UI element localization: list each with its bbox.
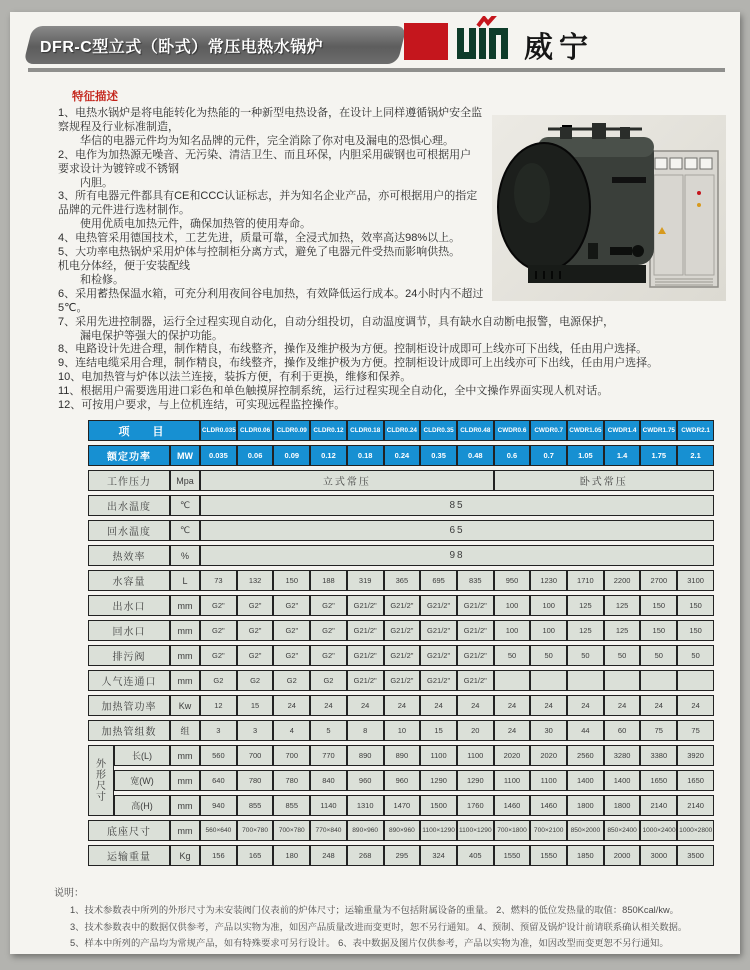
- table-cell: 立式常压: [200, 470, 494, 491]
- table-cell: 165: [237, 845, 274, 866]
- feature-line: 5、大功率电热锅炉采用炉体与控制柜分离方式，避免了电器元件受热而影响供热。: [58, 246, 461, 259]
- row-unit: mm: [170, 670, 200, 691]
- table-cell: G21/2": [384, 645, 421, 666]
- row-label: 工作压力: [88, 470, 170, 491]
- row-unit: mm: [170, 645, 200, 666]
- table-cell: 1230: [530, 570, 567, 591]
- row-label: 宽(W): [114, 770, 170, 791]
- table-cell: 324: [420, 845, 457, 866]
- table-row: [88, 595, 714, 616]
- table-cell: 2000: [604, 845, 641, 866]
- table-cell: G2": [200, 595, 237, 616]
- model-header-cell: CLDR0.09: [273, 420, 310, 441]
- table-cell: 150: [677, 595, 714, 616]
- row-unit: mm: [170, 795, 200, 816]
- table-cell: 2020: [530, 745, 567, 766]
- model-header-cell: CLDR0.035: [200, 420, 237, 441]
- table-cell: 100: [494, 595, 531, 616]
- table-cell: 1100: [530, 770, 567, 791]
- table-cell: G21/2": [347, 670, 384, 691]
- table-cell: 3380: [640, 745, 677, 766]
- table-cell: 1460: [530, 795, 567, 816]
- table-cell: 295: [384, 845, 421, 866]
- table-cell: 180: [273, 845, 310, 866]
- table-cell: G2: [310, 670, 347, 691]
- table-row: [88, 495, 714, 516]
- table-cell: 15: [420, 720, 457, 741]
- table-row: [88, 695, 714, 716]
- table-cell: 30: [530, 720, 567, 741]
- table-cell: 700×780: [273, 820, 310, 841]
- spec-table-body: [88, 420, 714, 866]
- feature-line: 1、电热水锅炉是将电能转化为热能的一种新型电热设备，在设计上同样遵循锅炉安全监察规程及行业标准制造，: [58, 107, 483, 133]
- table-cell: 24: [420, 695, 457, 716]
- table-cell: G21/2": [420, 595, 457, 616]
- table-cell: 8: [347, 720, 384, 741]
- table-cell: 268: [347, 845, 384, 866]
- row-unit: 组: [170, 720, 200, 741]
- feature-line: 漏电保护等强大的保护功能。: [80, 329, 223, 342]
- page-title: DFR-C型立式（卧式）常压电热水锅炉: [40, 39, 324, 56]
- table-cell: [530, 670, 567, 691]
- table-cell: 1140: [310, 795, 347, 816]
- table-cell: 3000: [640, 845, 677, 866]
- table-cell: 770×840: [310, 820, 347, 841]
- table-cell: G2": [200, 645, 237, 666]
- table-cell: 12: [200, 695, 237, 716]
- row-unit: mm: [170, 770, 200, 791]
- table-cell: 75: [640, 720, 677, 741]
- table-cell: 24: [347, 695, 384, 716]
- table-cell: 150: [640, 620, 677, 641]
- table-cell: 2.1: [677, 445, 714, 466]
- table-cell: 20: [457, 720, 494, 741]
- feature-line: 品牌的元件进行选材制作。: [58, 204, 190, 217]
- notes-section: [54, 884, 724, 952]
- model-header-cell: CWDR0.7: [530, 420, 567, 441]
- table-header-label: 项 目: [88, 420, 200, 441]
- table-cell: 960: [347, 770, 384, 791]
- table-cell: 700: [273, 745, 310, 766]
- features-heading: 特征描述: [72, 91, 118, 103]
- row-label: 水容量: [88, 570, 170, 591]
- row-unit: mm: [170, 620, 200, 641]
- model-header-cell: CWDR1.4: [604, 420, 641, 441]
- table-cell: 125: [604, 595, 641, 616]
- table-cell: 卧式常压: [494, 470, 714, 491]
- table-cell: 1.05: [567, 445, 604, 466]
- feature-line: 6、采用蓄热保温水箱，可充分利用夜间谷电加热，有效降低运行成本。24小时内不超过5℃。: [58, 287, 484, 314]
- table-row: [88, 445, 714, 466]
- feature-line: 12、可按用户要求，与上位机连结，可实现远程监控操作。: [58, 399, 346, 412]
- table-cell: 1460: [494, 795, 531, 816]
- feature-line: 4、电热管采用德国技术，工艺先进，质量可靠，全浸式加热，效率高达98%以上。: [58, 232, 461, 245]
- table-row: [88, 845, 714, 866]
- feature-line: 11、根据用户需要选用进口彩色和单色触摸屏控制系统，运行过程实现全自动化，全中文操作界面实现人机对话。: [58, 385, 609, 398]
- table-cell: 1000×2400: [640, 820, 677, 841]
- table-cell: 640: [200, 770, 237, 791]
- table-cell: 3280: [604, 745, 641, 766]
- feature-line: 要求设计为镀锌或不锈钢: [58, 162, 179, 175]
- table-cell: 405: [457, 845, 494, 866]
- table-cell: G2": [273, 620, 310, 641]
- table-cell: G21/2": [457, 620, 494, 641]
- table-cell: 1400: [604, 770, 641, 791]
- table-cell: G21/2": [420, 620, 457, 641]
- table-cell: 125: [567, 595, 604, 616]
- table-cell: 100: [530, 620, 567, 641]
- table-cell: 125: [567, 620, 604, 641]
- table-cell: 1100×1290: [420, 820, 457, 841]
- table-cell: 100: [530, 595, 567, 616]
- table-cell: 0.24: [384, 445, 421, 466]
- table-cell: 840: [310, 770, 347, 791]
- table-cell: 3920: [677, 745, 714, 766]
- table-cell: 0.48: [457, 445, 494, 466]
- feature-line: 和检修。: [80, 273, 124, 286]
- table-cell: 890: [347, 745, 384, 766]
- table-cell: 835: [457, 570, 494, 591]
- red-accent-square: [404, 23, 448, 60]
- table-cell: G21/2": [384, 595, 421, 616]
- table-cell: G21/2": [347, 620, 384, 641]
- table-row: [88, 670, 714, 691]
- note-line: 3、技术参数表中的数据仅供参考，产品以实物为准，如因产品质量改进而变更时，恕不另行通知。 4、预制、预留及锅炉设计前请联系确认相关数据。: [70, 921, 688, 932]
- table-cell: 1550: [530, 845, 567, 866]
- table-row: [88, 570, 714, 591]
- table-cell: 0.6: [494, 445, 531, 466]
- table-cell: 700×780: [237, 820, 274, 841]
- table-cell: 319: [347, 570, 384, 591]
- table-cell: 85: [200, 495, 714, 516]
- model-header-cell: CWDR1.75: [640, 420, 677, 441]
- table-cell: 890×960: [384, 820, 421, 841]
- table-cell: 24: [530, 695, 567, 716]
- feature-line: 内胆。: [80, 176, 113, 189]
- table-cell: 24: [494, 695, 531, 716]
- feature-line: 2、电作为加热源无噪音、无污染、清洁卫生、而且环保，内胆采用碳钢也可根据用户: [58, 148, 472, 161]
- table-row: [88, 645, 714, 666]
- table-cell: G2": [310, 620, 347, 641]
- model-header-cell: CWDR2.1: [677, 420, 714, 441]
- table-cell: 150: [677, 620, 714, 641]
- row-unit: mm: [170, 595, 200, 616]
- table-cell: G21/2": [347, 595, 384, 616]
- table-cell: 700×1800: [494, 820, 531, 841]
- table-cell: 1800: [567, 795, 604, 816]
- table-cell: [640, 670, 677, 691]
- table-cell: G21/2": [347, 645, 384, 666]
- control-cabinet: [650, 151, 718, 287]
- table-cell: 0.035: [200, 445, 237, 466]
- table-cell: 1100×1290: [457, 820, 494, 841]
- table-cell: [494, 670, 531, 691]
- table-cell: 15: [237, 695, 274, 716]
- row-label: 出水温度: [88, 495, 170, 516]
- table-cell: 132: [237, 570, 274, 591]
- row-unit: Kg: [170, 845, 200, 866]
- model-header-cell: CLDR0.06: [237, 420, 274, 441]
- table-cell: 248: [310, 845, 347, 866]
- table-cell: G2: [200, 670, 237, 691]
- row-label: 回水温度: [88, 520, 170, 541]
- table-cell: G21/2": [457, 645, 494, 666]
- row-label: 加热管组数: [88, 720, 170, 741]
- table-cell: [567, 670, 604, 691]
- table-cell: 1400: [567, 770, 604, 791]
- table-row: [88, 795, 714, 816]
- table-cell: G21/2": [420, 670, 457, 691]
- table-row: [88, 620, 714, 641]
- note-line: 1、技术参数表中所列的外形尺寸为未安装阀门仪表前的炉体尺寸；运输重量为不包括附属设备的重量。 2、燃料的低位发热量的取值：850Kcal/kw。: [70, 905, 679, 915]
- table-cell: 73: [200, 570, 237, 591]
- table-cell: [677, 670, 714, 691]
- table-cell: 0.35: [420, 445, 457, 466]
- table-row: [88, 520, 714, 541]
- table-cell: 1.75: [640, 445, 677, 466]
- table-cell: 770: [310, 745, 347, 766]
- table-header-row: [88, 420, 714, 441]
- table-cell: 940: [200, 795, 237, 816]
- table-cell: 2140: [677, 795, 714, 816]
- table-cell: 365: [384, 570, 421, 591]
- table-cell: 890: [384, 745, 421, 766]
- table-cell: 98: [200, 545, 714, 566]
- table-row: [88, 745, 714, 766]
- table-cell: 100: [494, 620, 531, 641]
- table-row: [88, 770, 714, 791]
- table-cell: 700×2100: [530, 820, 567, 841]
- row-label: 人气连通口: [88, 670, 170, 691]
- row-label: 额定功率: [88, 445, 170, 466]
- table-cell: 0.18: [347, 445, 384, 466]
- table-cell: 0.09: [273, 445, 310, 466]
- model-header-cell: CLDR0.12: [310, 420, 347, 441]
- spec-table: [88, 416, 714, 870]
- boiler-body: [498, 123, 654, 283]
- table-cell: 1310: [347, 795, 384, 816]
- table-cell: 2200: [604, 570, 641, 591]
- table-cell: G2": [273, 645, 310, 666]
- table-cell: 890×960: [347, 820, 384, 841]
- table-cell: [604, 670, 641, 691]
- model-header-cell: CWDR0.6: [494, 420, 531, 441]
- table-cell: G21/2": [457, 595, 494, 616]
- table-cell: 125: [604, 620, 641, 641]
- feature-line: 9、连结电缆采用合理，制作精良，布线整齐，操作及维护极为方便。控制柜设计成即可上出线亦可下出线，任由用户选择。: [58, 357, 659, 370]
- table-cell: 24: [384, 695, 421, 716]
- table-cell: 24: [640, 695, 677, 716]
- row-label: 热效率: [88, 545, 170, 566]
- scanned-page: [10, 12, 740, 954]
- table-cell: 855: [273, 795, 310, 816]
- row-label: 底座尺寸: [88, 820, 170, 841]
- table-cell: 695: [420, 570, 457, 591]
- row-label: 回水口: [88, 620, 170, 641]
- table-cell: 3500: [677, 845, 714, 866]
- table-cell: 0.7: [530, 445, 567, 466]
- table-cell: 1.4: [604, 445, 641, 466]
- table-cell: 5: [310, 720, 347, 741]
- table-cell: 850×2000: [567, 820, 604, 841]
- table-cell: 50: [604, 645, 641, 666]
- row-unit: Mpa: [170, 470, 200, 491]
- header-divider: [28, 68, 725, 72]
- model-header-cell: CLDR0.35: [420, 420, 457, 441]
- table-cell: G21/2": [457, 670, 494, 691]
- table-cell: 850×2400: [604, 820, 641, 841]
- row-unit: mm: [170, 745, 200, 766]
- table-row: [88, 720, 714, 741]
- table-cell: 1100: [420, 745, 457, 766]
- table-cell: 65: [200, 520, 714, 541]
- table-cell: G2": [237, 645, 274, 666]
- table-cell: 10: [384, 720, 421, 741]
- table-cell: 50: [567, 645, 604, 666]
- table-cell: 0.06: [237, 445, 274, 466]
- features-section: [58, 88, 726, 413]
- table-cell: 24: [310, 695, 347, 716]
- table-cell: 24: [494, 720, 531, 741]
- table-cell: 780: [237, 770, 274, 791]
- table-cell: 150: [640, 595, 677, 616]
- row-label: 加热管功率: [88, 695, 170, 716]
- table-cell: 1710: [567, 570, 604, 591]
- table-cell: 24: [457, 695, 494, 716]
- row-label: 排污阀: [88, 645, 170, 666]
- table-cell: 1100: [457, 745, 494, 766]
- table-cell: 3: [200, 720, 237, 741]
- table-cell: 1470: [384, 795, 421, 816]
- table-cell: 156: [200, 845, 237, 866]
- table-cell: 150: [273, 570, 310, 591]
- table-cell: G21/2": [384, 670, 421, 691]
- table-cell: 1650: [640, 770, 677, 791]
- table-cell: G2: [237, 670, 274, 691]
- table-cell: 24: [604, 695, 641, 716]
- table-cell: 780: [273, 770, 310, 791]
- table-cell: 560: [200, 745, 237, 766]
- feature-line: 3、所有电器元件都具有CE和CCC认证标志，并为知名企业产品，亦可根据用户的指定: [58, 190, 478, 203]
- table-cell: 2140: [640, 795, 677, 816]
- table-cell: 1550: [494, 845, 531, 866]
- row-unit: L: [170, 570, 200, 591]
- brand-name: 威宁: [524, 32, 595, 64]
- table-cell: 560×640: [200, 820, 237, 841]
- table-cell: 188: [310, 570, 347, 591]
- table-cell: 24: [567, 695, 604, 716]
- table-cell: 1850: [567, 845, 604, 866]
- product-photo: [492, 115, 726, 301]
- table-cell: 0.12: [310, 445, 347, 466]
- table-cell: 1290: [457, 770, 494, 791]
- row-label: 长(L): [114, 745, 170, 766]
- table-cell: G2": [273, 595, 310, 616]
- model-header-cell: CWDR1.05: [567, 420, 604, 441]
- table-cell: 3100: [677, 570, 714, 591]
- notes-heading: 说明：: [54, 888, 84, 899]
- table-cell: 2020: [494, 745, 531, 766]
- row-unit: Kw: [170, 695, 200, 716]
- table-cell: 1760: [457, 795, 494, 816]
- table-cell: 700: [237, 745, 274, 766]
- table-cell: 60: [604, 720, 641, 741]
- group-label: 外 形 尺 寸: [88, 745, 114, 816]
- table-cell: 1500: [420, 795, 457, 816]
- table-row: [88, 820, 714, 841]
- row-label: 运输重量: [88, 845, 170, 866]
- feature-line: 8、电路设计先进合理，制作精良，布线整齐，操作及维护极为方便。控制柜设计成即可上线亦可下出线，任由用户选择。: [58, 343, 648, 356]
- notes-list: [54, 902, 724, 952]
- table-cell: G21/2": [420, 645, 457, 666]
- feature-line: 华信的电器元件均为知名品牌的元件，完全消除了你对电及漏电的恐惧心理。: [80, 134, 454, 147]
- row-unit: MW: [170, 445, 200, 466]
- table-cell: 1650: [677, 770, 714, 791]
- table-cell: G2": [237, 595, 274, 616]
- table-cell: G2": [200, 620, 237, 641]
- table-cell: 3: [237, 720, 274, 741]
- table-cell: 950: [494, 570, 531, 591]
- win-logo-icon: [454, 16, 520, 66]
- table-cell: 24: [273, 695, 310, 716]
- row-label: 出水口: [88, 595, 170, 616]
- table-row: [88, 545, 714, 566]
- table-cell: 2560: [567, 745, 604, 766]
- table-cell: 1100: [494, 770, 531, 791]
- table-cell: 1000×2800: [677, 820, 714, 841]
- table-cell: G2: [273, 670, 310, 691]
- table-cell: 24: [677, 695, 714, 716]
- table-cell: 50: [530, 645, 567, 666]
- note-line: 5、样本中所列的产品均为常规产品，如有特殊要求可另行设计。 6、表中数据及图片仅供参考，产品以实物为准，如因改型而变更恕不另行通知。: [70, 938, 669, 948]
- feature-line: 10、电加热管与炉体以法兰连接，装拆方便，有利于更换，维修和保养。: [58, 371, 412, 384]
- feature-line: 机电分体经，便于安装配线: [58, 259, 190, 272]
- row-label: 高(H): [114, 795, 170, 816]
- table-cell: 960: [384, 770, 421, 791]
- table-cell: 1800: [604, 795, 641, 816]
- table-cell: 855: [237, 795, 274, 816]
- model-header-cell: CLDR0.18: [347, 420, 384, 441]
- table-row: [88, 470, 714, 491]
- table-cell: 4: [273, 720, 310, 741]
- row-unit: ℃: [170, 520, 200, 541]
- table-cell: 1290: [420, 770, 457, 791]
- row-unit: ℃: [170, 495, 200, 516]
- feature-line: 使用优质电加热元件，确保加热管的使用寿命。: [80, 218, 311, 231]
- table-cell: 44: [567, 720, 604, 741]
- table-cell: 2700: [640, 570, 677, 591]
- table-cell: G2": [310, 595, 347, 616]
- table-cell: G21/2": [384, 620, 421, 641]
- row-unit: mm: [170, 820, 200, 841]
- table-cell: 50: [494, 645, 531, 666]
- model-header-cell: CLDR0.48: [457, 420, 494, 441]
- table-cell: G2": [310, 645, 347, 666]
- row-unit: %: [170, 545, 200, 566]
- table-cell: 75: [677, 720, 714, 741]
- model-header-cell: CLDR0.24: [384, 420, 421, 441]
- table-cell: 50: [640, 645, 677, 666]
- feature-line: 7、采用先进控制器，运行全过程实现自动化，自动分组投切，自动温度调节，具有缺水自动断电报警，电源保护，: [58, 315, 615, 328]
- table-cell: 50: [677, 645, 714, 666]
- table-cell: G2": [237, 620, 274, 641]
